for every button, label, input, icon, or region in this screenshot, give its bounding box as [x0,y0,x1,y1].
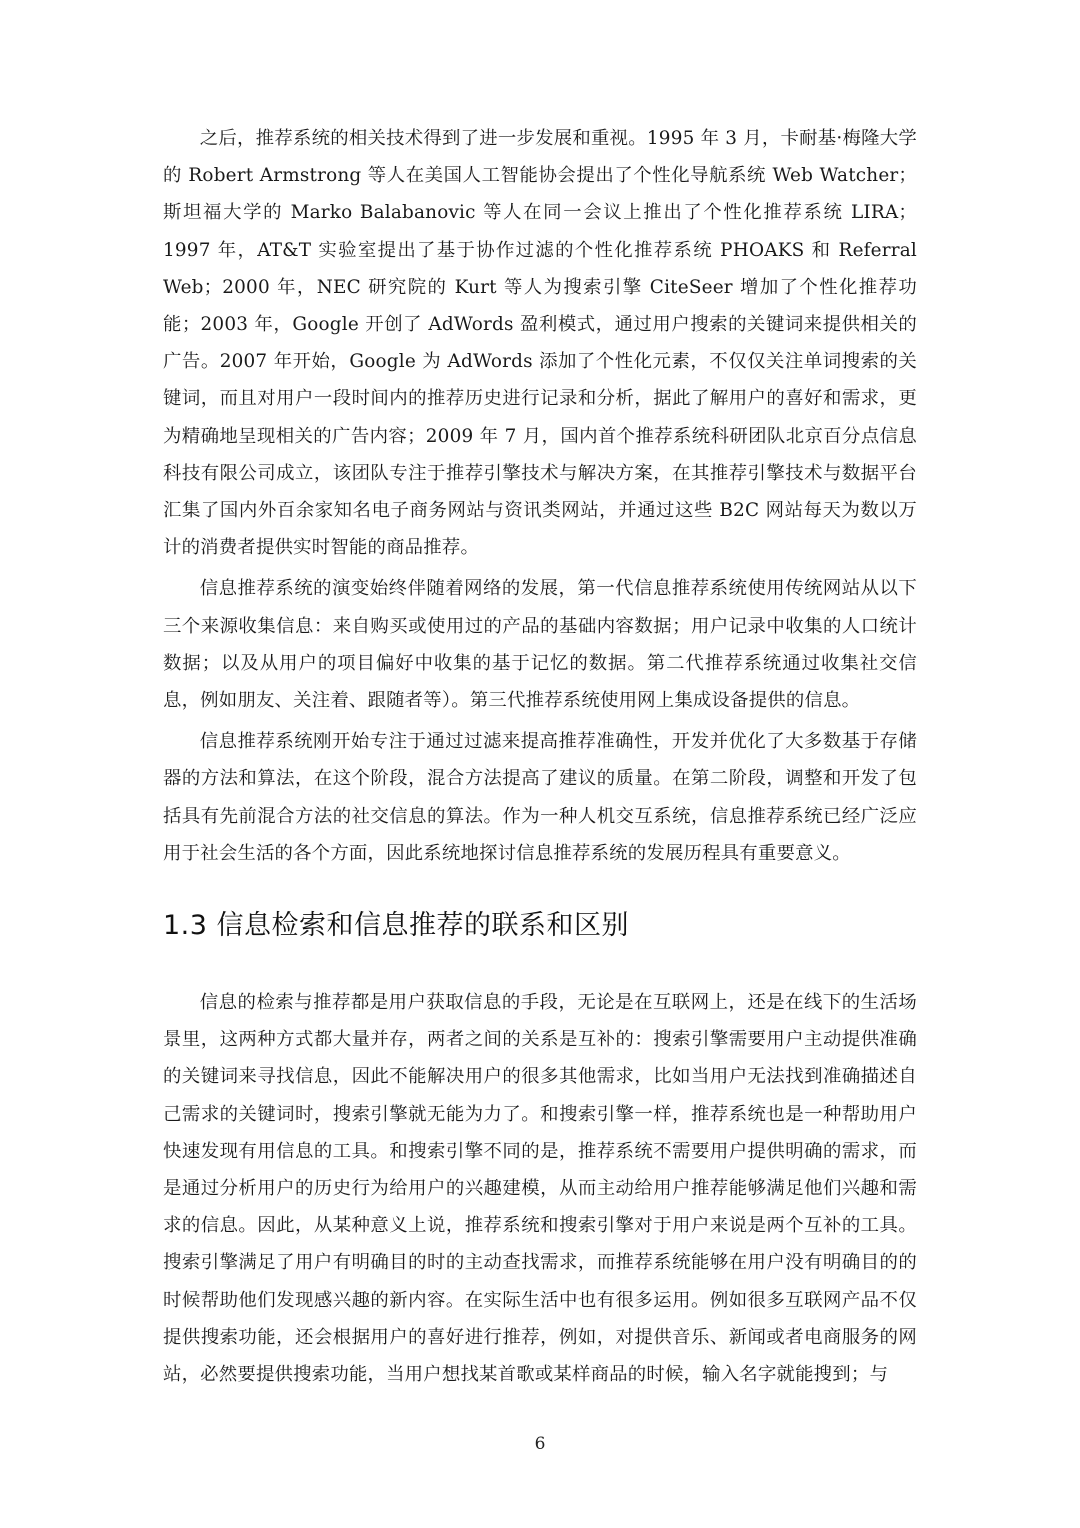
paragraph-recommender-significance: 信息推荐系统刚开始专注于通过过滤来提高推荐准确性，开发并优化了大多数基于存储器的方法和算法，在这个阶段，混合方法提高了建议的质量。在第二阶段，调整和开发了包括具有先前混合方法的社交信息的算法。作为一种人机交互系统，信息推荐系统已经广泛应用于社会生活的各个方面，因此系统地探讨信息推荐系统的发展历程具有重要意义。 [163,731,917,864]
section-heading: 1.3 信息检索和信息推荐的联系和区别 [163,910,630,942]
paragraph-recommender-evolution: 信息推荐系统的演变始终伴随着网络的发展，第一代信息推荐系统使用传统网站从以下三个来源收集信息：来自购买或使用过的产品的基础内容数据；用户记录中收集的人口统计数据；以及从用户的项目偏好中收集的基于记忆的数据。第二代推荐系统通过收集社交信息，例如朋友、关注着、跟随者等）。第三代推荐系统使用网上集成设备提供的信息。 [163,578,917,712]
document-page [163,120,917,1393]
paragraph-search-vs-recommendation: 信息的检索与推荐都是用户获取信息的手段，无论是在互联网上，还是在线下的生活场景里，这两种方式都大量并存，两者之间的关系是互补的：搜索引擎需要用户主动提供准确的关键词来寻找信息，因此不能解决用户的很多其他需求，比如当用户无法找到准确描述自己需求的关键词时，搜索引擎就无能为力了。和搜索引擎一样，推荐系统也是一种帮助用户快速发现有用信息的工具。和搜索引擎不同的是，推荐系统不需要用户提供明确的需求，而是通过分析用户的历史行为给用户的兴趣建模，从而主动给用户推荐能够满足他们兴趣和需求的信息。因此，从某种意义上说，推荐系统和搜索引擎对于用户来说是两个互补的工具。搜索引擎满足了用户有明确目的时的主动查找需求，而推荐系统能够在用户没有明确目的的时候帮助他们发现感兴趣的新内容。在实际生活中也有很多运用。例如很多互联网产品不仅提供搜索功能，还会根据用户的喜好进行推荐，例如，对提供音乐、新闻或者电商服务的网站，必然要提供搜索功能，当用户想找某首歌或某样商品的时候，输入名字就能搜到；与 [163,992,917,1386]
paragraph-recommender-history: 之后，推荐系统的相关技术得到了进一步发展和重视。1995 年 3 月，卡耐基·梅隆大学的 Robert Armstrong 等人在美国人工智能协会提出了个性化导航系统 Web Watcher；斯坦福大学的 Marko Balabanovic 等人在同一会议上推出了个性化推荐系统 LIRA；1997 年，AT&T 实验室提出了基于协作过滤的个性化推荐系统 PHOAKS 和 Referral Web；2000 年，NEC 研究院的 Kurt 等人为搜索引擎 CiteSeer 增加了个性化推荐功能；2003 年，Google 开创了 AdWords 盈利模式，通过用户搜索的关键词来提供相关的广告。2007 年开始，Google 为 AdWords 添加了个性化元素，不仅仅关注单词搜索的关键词，而且对用户一段时间内的推荐历史进行记录和分析，据此了解用户的喜好和需求，更为精确地呈现相关的广告内容；2009 年 7 月，国内首个推荐系统科研团队北京百分点信息科技有限公司成立，该团队专注于推荐引擎技术与解决方案，在其推荐引擎技术与数据平台汇集了国内外百余家知名电子商务网站与资讯类网站，并通过这些 B2C 网站每天为数以万计的消费者提供实时智能的商品推荐。 [163,128,917,559]
page-number: 6 [534,1434,546,1454]
